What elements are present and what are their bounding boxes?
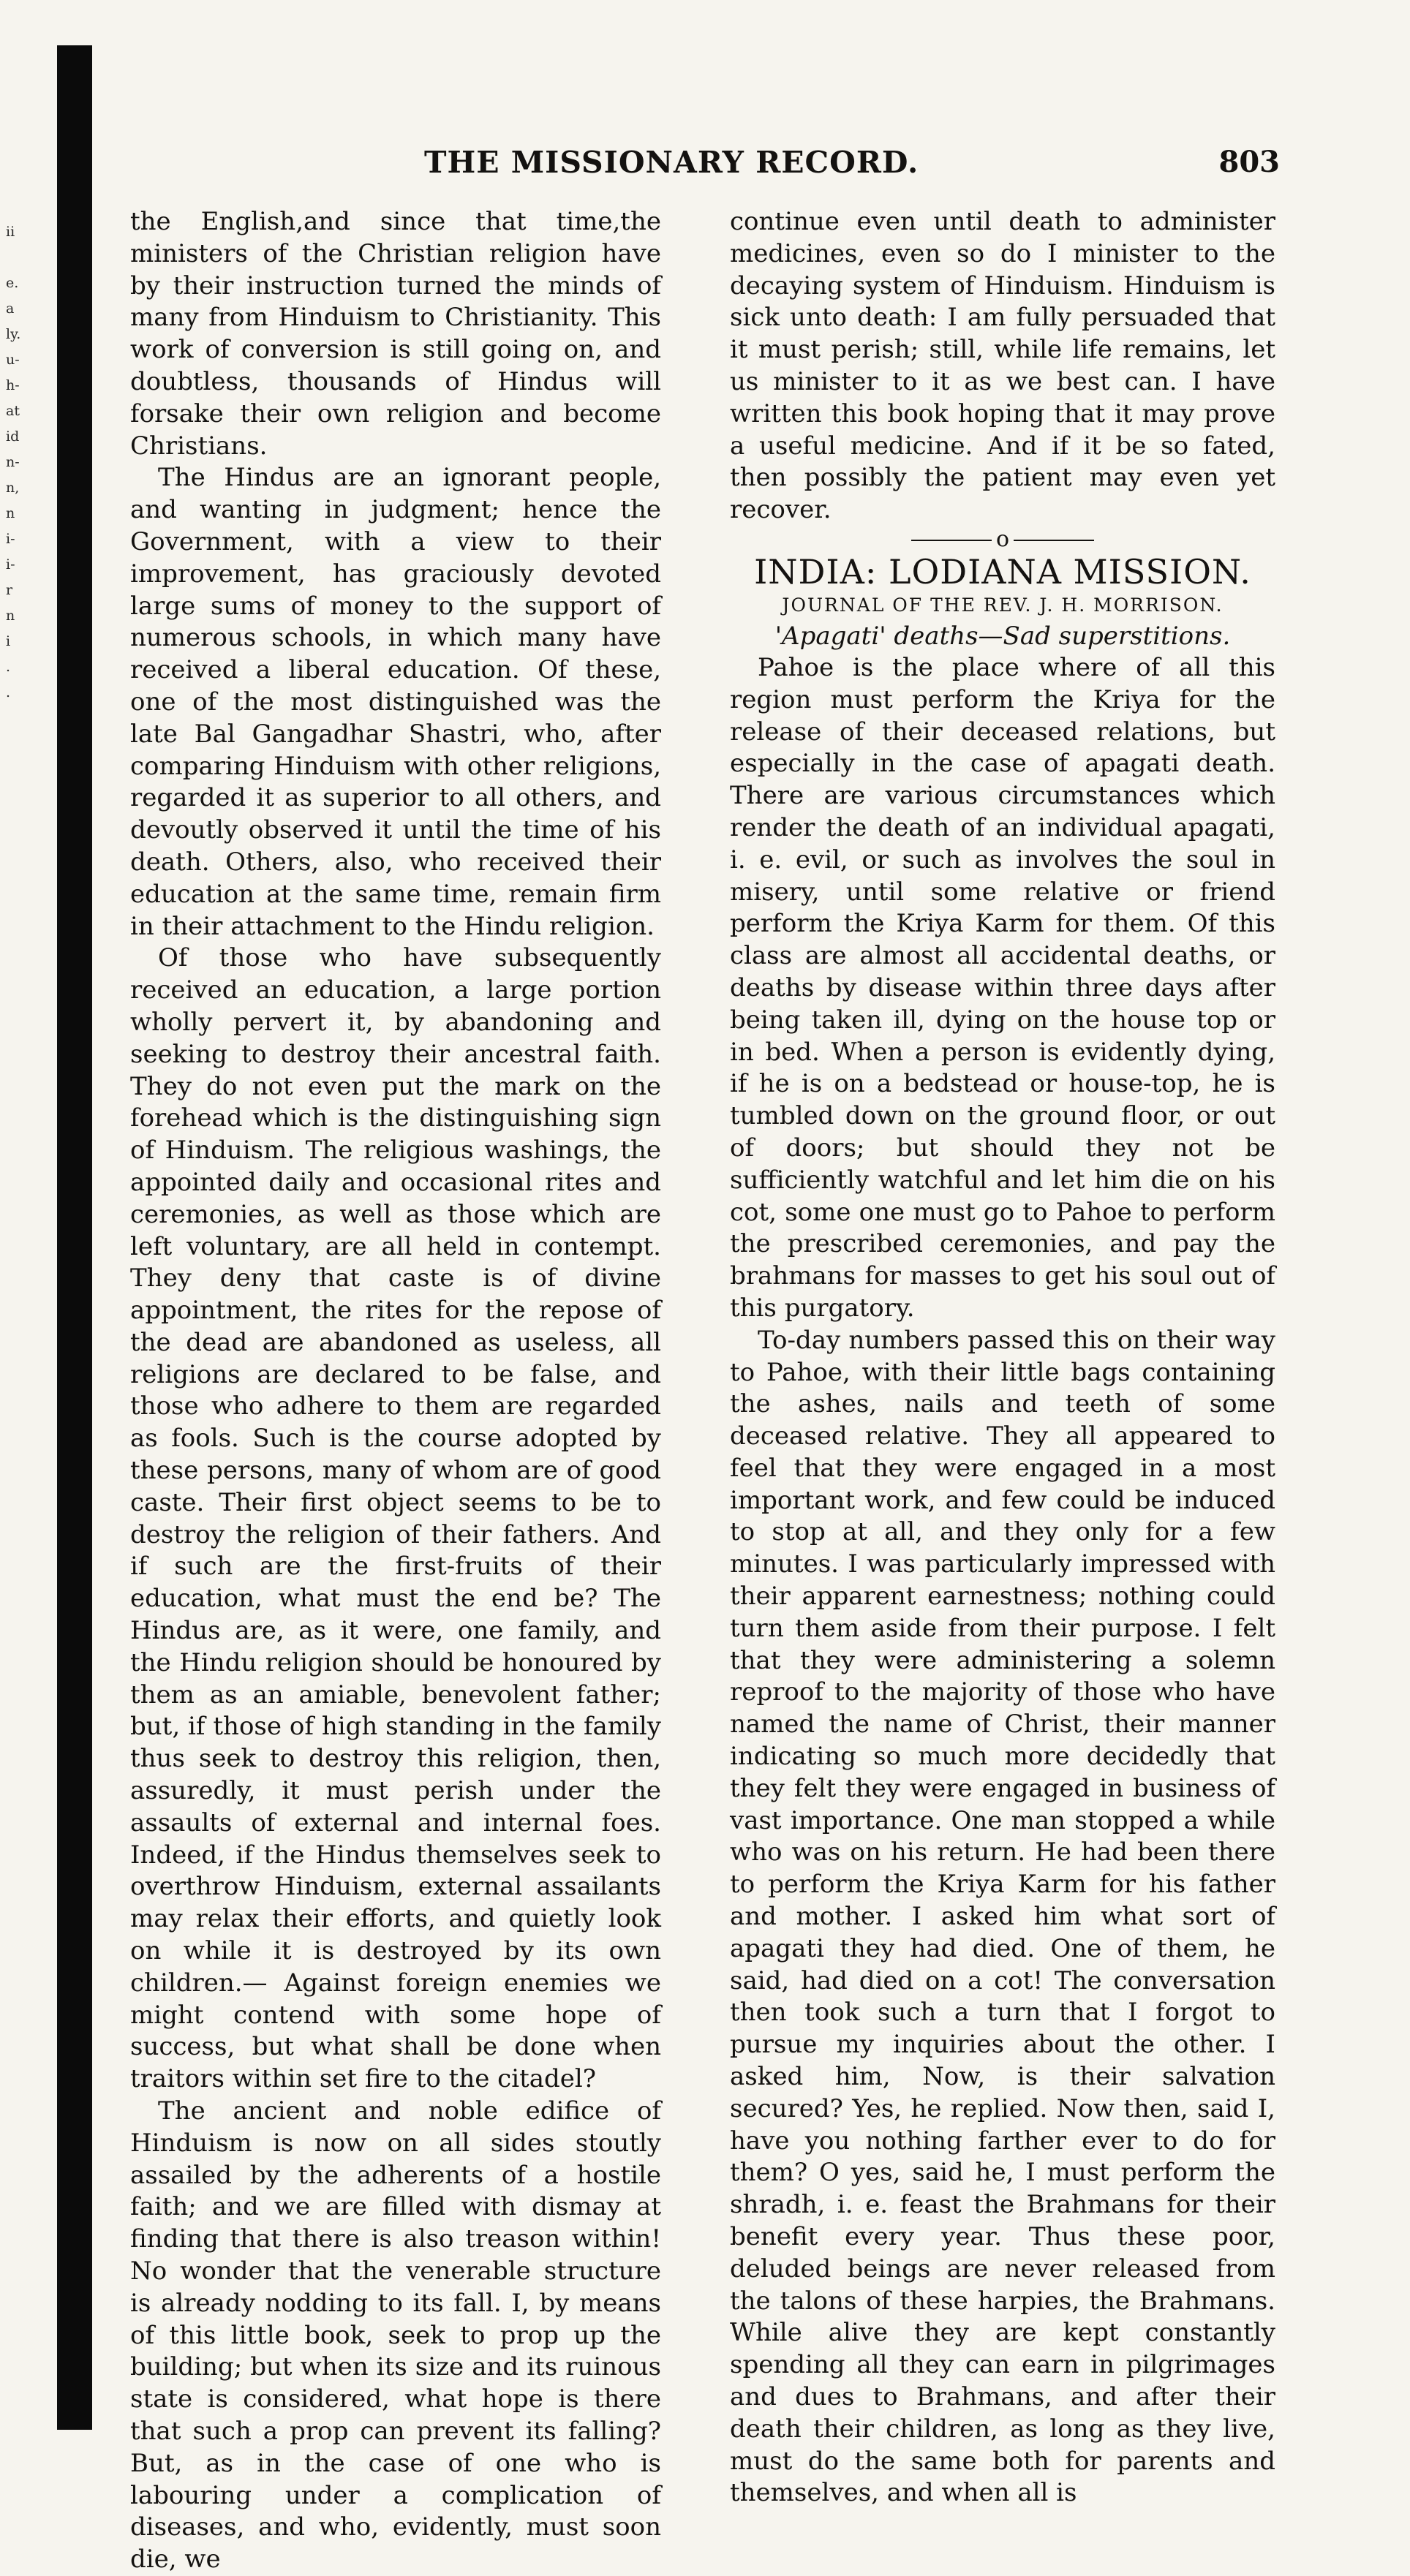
- margin-fragment: [6, 808, 48, 834]
- margin-fragment: i-: [6, 556, 15, 573]
- margin-fragment: n,: [6, 480, 20, 496]
- margin-fragment: [6, 859, 48, 885]
- margin-fragment: ly.: [6, 326, 21, 342]
- article-heading: INDIA: LODIANA MISSION.: [754, 551, 1251, 592]
- margin-fragment: n-: [6, 454, 20, 470]
- margin-fragment: [6, 885, 48, 910]
- margin-fragment: ii: [6, 224, 15, 240]
- paragraph: The Hindus are an ignorant people, and wanting in judgment; hence the Government, with a view to their improvement, has graciously devoted large sums of money to the support of numerous schools, in which many have received a liberal education. Of these, one of the most distinguished was the late Bal Gangadhar Shastri, who, after comparing Hinduism with other religions, regarded it as superior to all others, and devoutly observed it until the time of his death. Others, also, who received their education at the same time, remain firm in their attachment to the Hindu religion.: [130, 463, 661, 941]
- article-subheading: JOURNAL OF THE REV. J. H. MORRISON.: [782, 594, 1224, 616]
- margin-fragment: h-: [6, 377, 20, 393]
- page-number: 803: [1218, 145, 1280, 179]
- paragraph: Of those who have subsequently received an education, a large portion wholly pervert it, by abandoning and seeking to destroy their ancestral faith. They do not even put the mark on the forehead which is the distinguishing sign of Hinduism. The religious washings, the appointed daily and occasional rites and ceremonies, as well as those which are left voluntary, are all held in contempt. They deny that caste is of divine appointment, the rites for the repose of the dead are abandoned as useless, all religions are declared to be false, and those who adhere to them are regarded as fools. Such is the course adopted by these persons, many of whom are of good caste. Their first object seems to be to destroy the religion of their fathers. And if such are the first-fruits of their education, what must the end be? The Hindus are, as it were, one family, and the Hindu religion should be honoured by them as an amiable, benevolent father; but, if those of high standing in the family thus seek to destroy this religion, then, assuredly, it must perish under the assaults of external and internal foes. Indeed, if the Hindus themselves seek to overthrow Hinduism, external assailants may relax their efforts, and quietly look on while it is destroyed by its own children.— Against foreign enemies we might contend with some hope of success, but what shall be done when traitors within set fire to the citadel?: [130, 943, 661, 2094]
- paragraph: the English,and since that time,the ministers of the Christian religion have by their instruction turned the minds of many from Hinduism to Christianity. This work of conversion is still going on, and doubtless, thousands of Hindus will forsake their own religion and become Christians.: [130, 207, 661, 461]
- left-column: [130, 206, 661, 2576]
- margin-fragment: [6, 757, 48, 782]
- margin-fragment: at: [6, 403, 20, 419]
- scan-binding-shadow: [57, 45, 92, 2430]
- margin-fragment: .: [6, 684, 11, 700]
- margin-fragment: [6, 245, 48, 271]
- paragraph: continue even until death to administer medicines, even so do I minister to the decaying system of Hinduism. Hinduism is sick unto death: I am fully persuaded that it must perish; still, while life remains, let us minister to it as we best can. I have written this book hoping that it may prove a useful medicine. And if it be so fated, then possibly the patient may even yet recover.: [730, 207, 1275, 525]
- paragraph: The ancient and noble edifice of Hinduism is now on all sides stoutly assailed by the adherents of a hostile faith; and we are filled with dismay at finding that there is also treason within! No wonder that the venerable structure is already nodding to its fall. I, by means of this little book, seek to prop up the building; but when its size and its ruinous state is considered, what hope is there that such a prop can prevent its falling? But, as in the case of one who is labouring under a complication of diseases, and who, evidently, must soon die, we: [130, 2096, 661, 2575]
- margin-fragment: i: [6, 633, 11, 649]
- margin-fragment: [6, 731, 48, 757]
- running-title: THE MISSIONARY RECORD.: [424, 145, 919, 180]
- article-subtitle: 'Apagati' deaths—Sad superstitions.: [774, 621, 1231, 651]
- right-column: [730, 206, 1275, 2509]
- paragraph: To-day numbers passed this on their way to Pahoe, with their little bags containing the ashes, nails and teeth of some deceased relative. They all appeared to feel that they were engaged in a most important work, and few could be induced to stop at all, and they only for a few minutes. I was particularly impressed with their apparent earnestness; nothing could turn them aside from their purpose. I felt that they were administering a solemn reproof to the majority of those who have named the name of Christ, their manner indicating so much more decidedly that they felt they were engaged in business of vast importance. One man stopped a while who was on his return. He had been there to perform the Kriya Karm for his father and mother. I asked him what sort of apagati they had died. One of them, he said, had died on a cot! The conversation then took such a turn that I forgot to pursue my inquiries about the other. I asked him, Now, is their salvation secured? Yes, he replied. Now then, said I, have you nothing farther ever to do for them? O yes, said he, I must perform the shradh, i. e. feast the Brahmans for their benefit every year. Thus these poor, deluded beings are never released from the talons of these harpies, the Brahmans. While alive they are kept constantly spending all they can earn in pilgrimages and dues to Brahmans, and after their death their children, as long as they live, must do the same both for parents and themselves, and when all is: [730, 1325, 1275, 2508]
- margin-fragment: [6, 782, 48, 808]
- margin-fragment: u-: [6, 352, 20, 368]
- margin-fragment: .: [6, 659, 11, 675]
- paragraph: Pahoe is the place where of all this region must perform the Kriya for the release of their deceased relations, but especially in the case of apagati death. There are various circumstances which render the death of an individual apagati, i. e. evil, or such as involves the soul in misery, until some relative or friend perform the Kriya Karm for them. Of this class are almost all accidental deaths, or deaths by disease within three days after being taken ill, dying on the house top or in bed. When a person is evidently dying, if he is on a bedstead or house-top, he is tumbled down on the ground floor, or out of doors; but should they not be sufficiently watchful and let him die on his cot, some one must go to Pahoe to perform the prescribed ceremonies, and pay the brahmans for masses to get his soul out of this purgatory.: [730, 652, 1275, 1323]
- margin-fragment: id: [6, 428, 20, 445]
- margin-fragment: a: [6, 301, 15, 317]
- margin-fragment: r: [6, 582, 13, 598]
- margin-fragment: n: [6, 505, 15, 521]
- margin-fragment: e.: [6, 275, 19, 291]
- margin-fragment: i-: [6, 531, 15, 547]
- margin-fragment: [6, 706, 48, 731]
- adjacent-page-fragments: [6, 219, 48, 910]
- margin-fragment: [6, 834, 48, 859]
- running-head: [132, 145, 1280, 189]
- margin-fragment: n: [6, 608, 15, 624]
- section-separator: o: [730, 526, 1275, 553]
